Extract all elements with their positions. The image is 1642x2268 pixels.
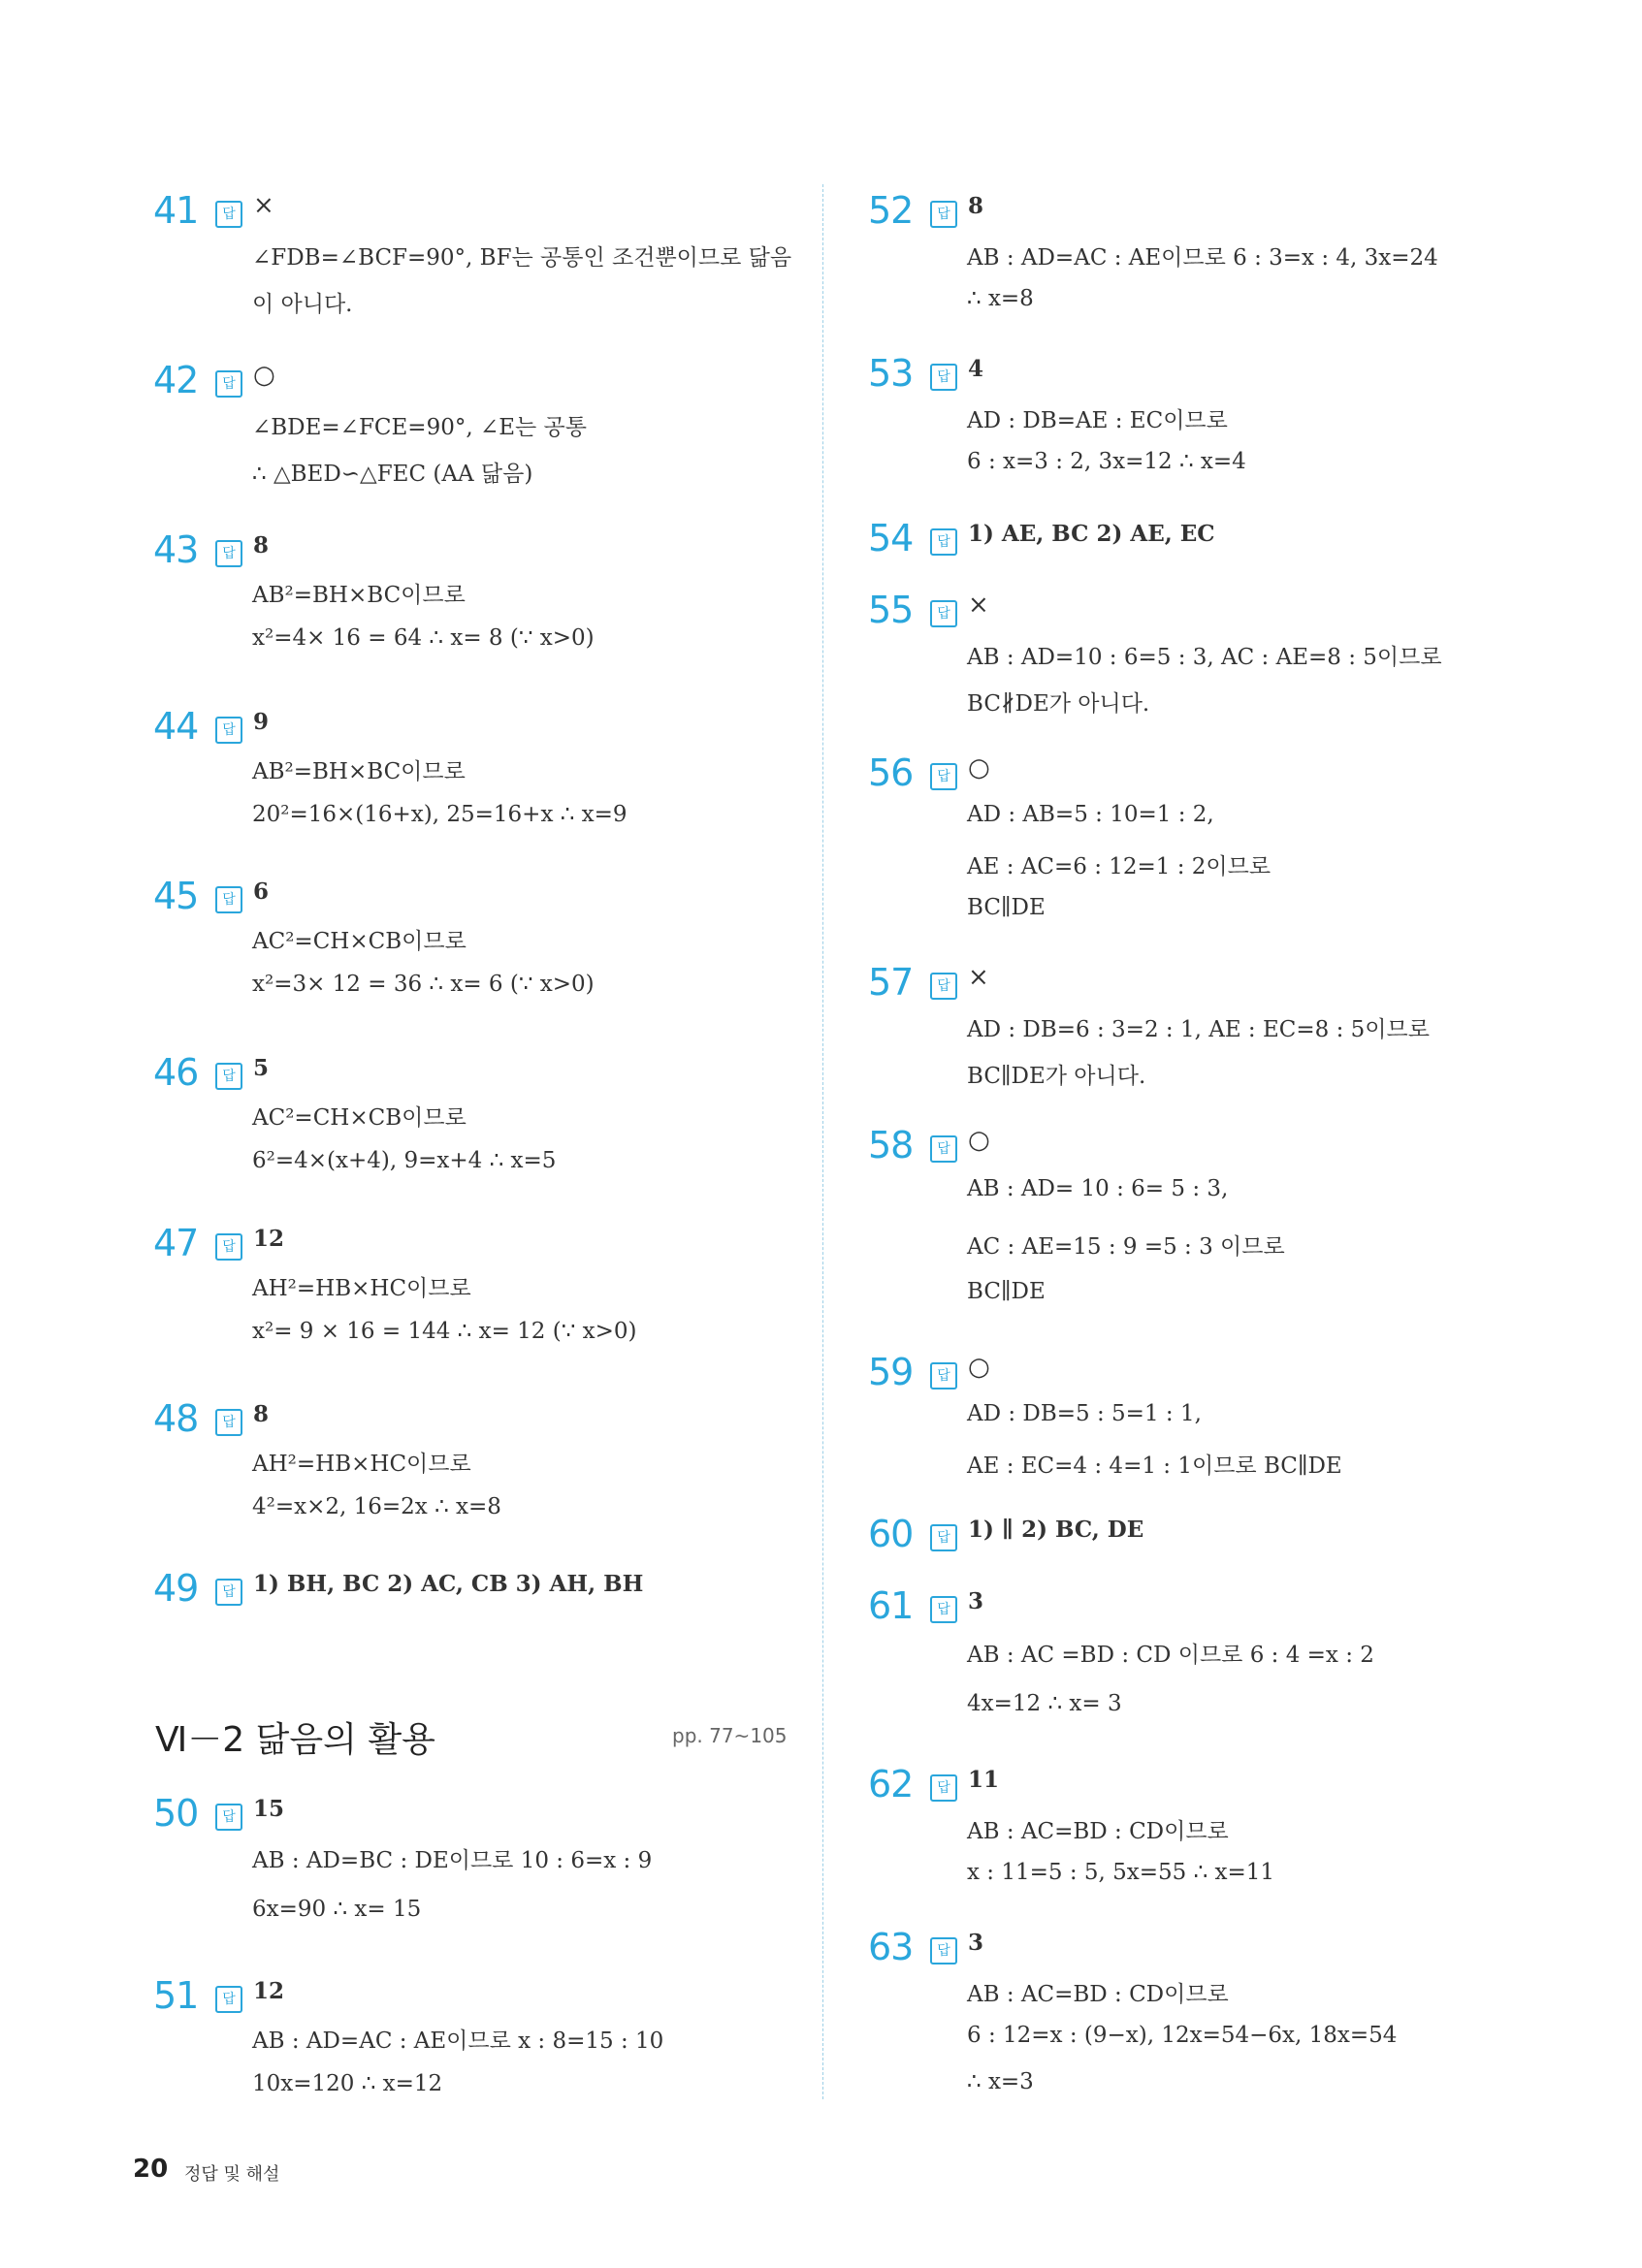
answer: 11 bbox=[968, 1767, 1000, 1793]
answer: 8 bbox=[253, 532, 270, 559]
problem-number: 49 bbox=[153, 1567, 199, 1610]
explanation-line: AB : AD=AC : AE이므로 x : 8=15 : 10 bbox=[252, 2028, 664, 2054]
explanation-line: x²=4× 16 = 64 ∴ x= 8 (∵ x>0) bbox=[252, 625, 595, 651]
explanation-line: AB : AC=BD : CD이므로 bbox=[967, 1819, 1229, 1844]
explanation-line: AB : AD=AC : AE이므로 6 : 3=x : 4, 3x=24 bbox=[967, 245, 1438, 271]
explanation-line bbox=[252, 240, 791, 272]
section-title: Ⅵ－2 닮음의 활용 bbox=[155, 1720, 435, 1760]
answer: 1) BH, BC 2) AC, CB 3) AH, BH bbox=[253, 1571, 644, 1597]
problem-number: 44 bbox=[153, 705, 199, 748]
answer: 8 bbox=[253, 1401, 270, 1427]
answer-badge: 답 bbox=[930, 201, 957, 228]
answer-badge: 답 bbox=[215, 1579, 242, 1606]
problem-number: 54 bbox=[868, 517, 914, 559]
answer-badge: 답 bbox=[930, 364, 957, 391]
problem-number: 57 bbox=[868, 961, 914, 1004]
explanation-line: 4²=x×2, 16=2x ∴ x=8 bbox=[252, 1494, 501, 1519]
explanation-line: AB : AD=10 : 6=5 : 3, AC : AE=8 : 5이므로 bbox=[967, 645, 1442, 670]
explanation-line: AB²=BH×BC이므로 bbox=[252, 759, 466, 784]
explanation-line: AB : AD= 10 : 6= 5 : 3, bbox=[967, 1176, 1229, 1201]
problem-number: 47 bbox=[153, 1222, 199, 1264]
problem-number: 48 bbox=[153, 1397, 199, 1440]
problem-number: 41 bbox=[153, 189, 199, 232]
answer: 1) ∥ 2) BC, DE bbox=[968, 1517, 1144, 1543]
explanation-line: AD : DB=AE : EC이므로 bbox=[967, 408, 1228, 433]
explanation-line: BC∦DE가 아니다. bbox=[967, 691, 1150, 717]
explanation-line: AC²=CH×CB이므로 bbox=[252, 929, 467, 954]
problem-number: 45 bbox=[153, 875, 199, 917]
problem-number: 46 bbox=[153, 1051, 199, 1094]
problem-number: 59 bbox=[868, 1351, 914, 1393]
explanation-line: ∴ x=3 bbox=[967, 2069, 1034, 2094]
answer-badge: 답 bbox=[215, 1986, 242, 2013]
problem-number: 53 bbox=[868, 352, 914, 395]
explanation-line: x : 11=5 : 5, 5x=55 ∴ x=11 bbox=[967, 1860, 1275, 1885]
line-text: ∠FDB=∠BCF=90°, BF는 공통인 조건뿐이므로 닮음 bbox=[252, 245, 792, 271]
explanation-line: 6²=4×(x+4), 9=x+4 ∴ x=5 bbox=[252, 1148, 557, 1173]
answer-badge: 답 bbox=[930, 1774, 957, 1802]
answer: × bbox=[968, 963, 989, 992]
explanation-line: AB : AD=BC : DE이므로 10 : 6=x : 9 bbox=[252, 1848, 653, 1873]
explanation-line: AH²=HB×HC이므로 bbox=[252, 1276, 471, 1301]
explanation-line: AE : AC=6 : 12=1 : 2이므로 bbox=[967, 854, 1272, 879]
answer: 9 bbox=[253, 709, 270, 735]
section-pages: pp. 77~105 bbox=[672, 1724, 788, 1747]
explanation-line: AC²=CH×CB이므로 bbox=[252, 1105, 467, 1131]
answer-badge: 답 bbox=[930, 600, 957, 627]
column-divider bbox=[822, 184, 823, 2099]
answer: 15 bbox=[253, 1796, 285, 1822]
problem-number: 63 bbox=[868, 1926, 914, 1968]
answer-badge: 답 bbox=[930, 763, 957, 790]
problem-number: 43 bbox=[153, 528, 199, 571]
answer-badge: 답 bbox=[215, 1804, 242, 1831]
explanation-line: 6x=90 ∴ x= 15 bbox=[252, 1897, 422, 1922]
explanation-line: x²=3× 12 = 36 ∴ x= 6 (∵ x>0) bbox=[252, 972, 595, 997]
problem-number: 62 bbox=[868, 1763, 914, 1805]
explanation-line: 4x=12 ∴ x= 3 bbox=[967, 1691, 1122, 1716]
answer-badge: 답 bbox=[215, 201, 242, 228]
answer: 3 bbox=[968, 1588, 984, 1614]
explanation-line: 20²=16×(16+x), 25=16+x ∴ x=9 bbox=[252, 802, 628, 827]
answer-badge: 답 bbox=[215, 717, 242, 744]
explanation-line: 10x=120 ∴ x=12 bbox=[252, 2071, 443, 2096]
answer: ○ bbox=[968, 1126, 990, 1155]
explanation-line: ∴ △BED∽△FEC (AA 닮음) bbox=[252, 462, 533, 487]
problem-number: 55 bbox=[868, 589, 914, 631]
answer: 8 bbox=[968, 193, 984, 219]
answer-badge: 답 bbox=[930, 1362, 957, 1390]
answer-badge: 답 bbox=[930, 1135, 957, 1163]
problem-number: 52 bbox=[868, 189, 914, 232]
answer-badge: 답 bbox=[930, 528, 957, 556]
problem-number: 42 bbox=[153, 359, 199, 401]
explanation-line: AD : DB=6 : 3=2 : 1, AE : EC=8 : 5이므로 bbox=[967, 1017, 1430, 1042]
explanation-line: AE : EC=4 : 4=1 : 1이므로 BC∥DE bbox=[967, 1453, 1342, 1479]
answer: ○ bbox=[968, 1353, 990, 1382]
answer: ○ bbox=[253, 361, 275, 390]
explanation-line: AH²=HB×HC이므로 bbox=[252, 1452, 471, 1477]
answer: 12 bbox=[253, 1226, 285, 1252]
answer-badge: 답 bbox=[930, 1937, 957, 1965]
answer: 3 bbox=[968, 1930, 984, 1956]
answer-badge: 답 bbox=[215, 370, 242, 398]
explanation-line: 6 : x=3 : 2, 3x=12 ∴ x=4 bbox=[967, 449, 1246, 474]
answer-badge: 답 bbox=[215, 1409, 242, 1436]
answer-badge: 답 bbox=[930, 1524, 957, 1551]
answer: × bbox=[968, 591, 989, 620]
problem-number: 50 bbox=[153, 1792, 199, 1835]
explanation-line: AB : AC=BD : CD이므로 bbox=[967, 1982, 1229, 2007]
answer: 4 bbox=[968, 356, 984, 382]
explanation-line: AB²=BH×BC이므로 bbox=[252, 583, 466, 608]
explanation-line: ∠BDE=∠FCE=90°, ∠E는 공통 bbox=[252, 415, 587, 440]
answer-badge: 답 bbox=[930, 1596, 957, 1623]
explanation-line: AC : AE=15 : 9 =5 : 3 이므로 bbox=[967, 1234, 1285, 1260]
page-number: 20 bbox=[133, 2155, 169, 2184]
problem-number: 60 bbox=[868, 1513, 914, 1555]
explanation-line: ∴ x=8 bbox=[967, 286, 1034, 311]
answer: 5 bbox=[253, 1055, 270, 1081]
answer-badge: 답 bbox=[215, 886, 242, 913]
problem-number: 51 bbox=[153, 1974, 199, 2017]
answer-badge: 답 bbox=[215, 1063, 242, 1090]
explanation-line: AD : AB=5 : 10=1 : 2, bbox=[967, 802, 1214, 827]
explanation-line: BC∥DE bbox=[967, 1279, 1046, 1304]
problem-number: 61 bbox=[868, 1584, 914, 1627]
answer-badge: 답 bbox=[215, 540, 242, 567]
explanation-line: BC∥DE가 아니다. bbox=[967, 1064, 1146, 1089]
problem-number: 56 bbox=[868, 751, 914, 794]
problem-number: 58 bbox=[868, 1124, 914, 1166]
line-text: 이 아니다. bbox=[252, 292, 353, 317]
footer-label: 정답 및 해설 bbox=[184, 2164, 280, 2185]
explanation-line: AB : AC =BD : CD 이므로 6 : 4 =x : 2 bbox=[967, 1643, 1374, 1668]
explanation-line: BC∥DE bbox=[967, 895, 1046, 920]
answer-badge: 답 bbox=[215, 1233, 242, 1261]
explanation-line: AD : DB=5 : 5=1 : 1, bbox=[967, 1401, 1202, 1426]
answer: 1) AE, BC 2) AE, EC bbox=[968, 521, 1215, 547]
answer: 12 bbox=[253, 1978, 285, 2004]
answer: × bbox=[253, 191, 274, 220]
answer: 6 bbox=[253, 878, 270, 905]
explanation-line: 6 : 12=x : (9−x), 12x=54−6x, 18x=54 bbox=[967, 2023, 1398, 2048]
answer: ○ bbox=[968, 753, 990, 783]
explanation-line: x²= 9 × 16 = 144 ∴ x= 12 (∵ x>0) bbox=[252, 1319, 637, 1344]
answer-badge: 답 bbox=[930, 973, 957, 1000]
explanation-line bbox=[252, 286, 353, 318]
